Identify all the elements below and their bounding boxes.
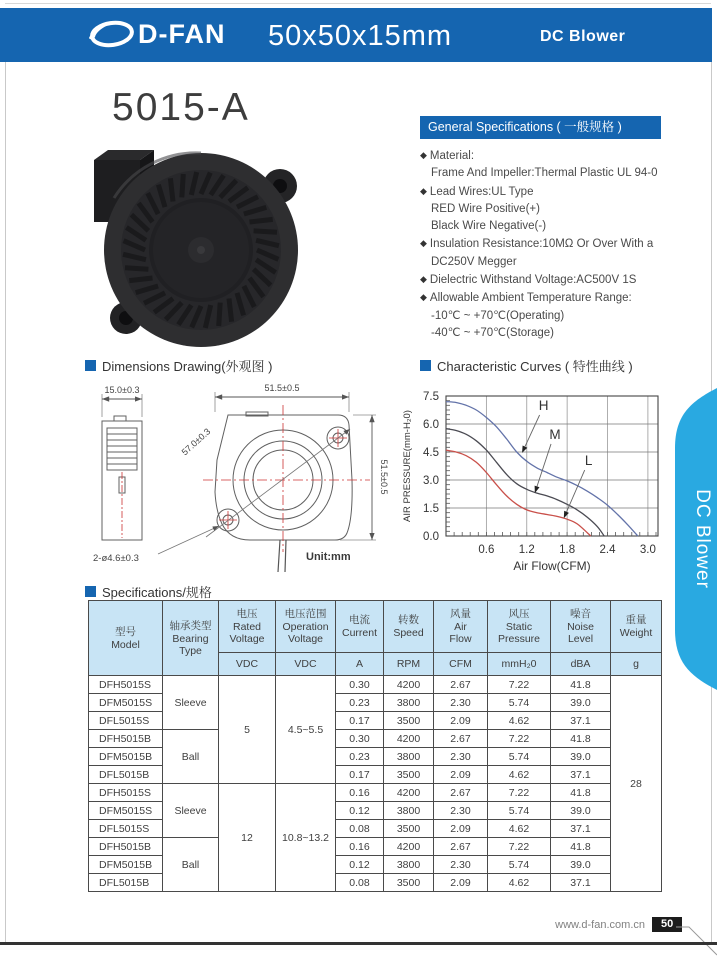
svg-text:2.4: 2.4 — [599, 544, 616, 556]
fan-photo — [84, 138, 312, 355]
column-header: 重量 Weight — [611, 601, 662, 653]
spec-item: ◆ Insulation Resistance:10MΩ Or Over With a — [420, 238, 654, 251]
cell-model: DFL5015B — [89, 874, 163, 892]
svg-text:1.2: 1.2 — [518, 544, 535, 556]
cell-static-pressure: 7.22 — [488, 730, 551, 748]
table-row — [89, 676, 662, 694]
side-tab — [670, 388, 717, 690]
column-header: 轴承类型 Bearing Type — [163, 601, 219, 676]
cell-noise: 37.1 — [551, 874, 611, 892]
size-title: 50x50x15mm — [267, 20, 453, 52]
dim-label-width: 51.5±0.5 — [264, 383, 300, 393]
cell-static-pressure: 7.22 — [488, 676, 551, 694]
cell-bearing: Sleeve — [163, 676, 219, 730]
column-header: 型号 Model — [89, 601, 163, 676]
section-title-curves-label: Characteristic Curves ( 特性曲线 ) — [437, 359, 633, 374]
spec-item: ◆ Lead Wires:UL Type — [420, 185, 534, 198]
spec-item: RED Wire Positive(+) — [431, 202, 540, 215]
unit-header: A — [336, 653, 384, 676]
cell-speed: 4200 — [384, 838, 434, 856]
svg-text:M: M — [549, 426, 561, 442]
lead-wires — [278, 540, 286, 572]
column-header: 电流 Current — [336, 601, 384, 653]
page-frame-top — [5, 3, 711, 4]
cell-model: DFM5015S — [89, 802, 163, 820]
cell-current: 0.16 — [336, 838, 384, 856]
unit-header: VDC — [276, 653, 336, 676]
unit-header: CFM — [434, 653, 488, 676]
cell-bearing: Ball — [163, 838, 219, 892]
cell-speed: 3800 — [384, 802, 434, 820]
cell-static-pressure: 4.62 — [488, 820, 551, 838]
cell-rated-voltage: 12 — [219, 784, 276, 892]
unit-header: dBA — [551, 653, 611, 676]
cell-noise: 41.8 — [551, 730, 611, 748]
svg-text:3.0: 3.0 — [639, 544, 656, 556]
brand-logo — [86, 17, 226, 51]
page-header — [0, 8, 712, 62]
cell-airflow: 2.67 — [434, 838, 488, 856]
diamond-bullet-icon: ◆ — [420, 150, 427, 160]
spec-item: DC250V Megger — [431, 255, 517, 268]
dimensions-drawing — [78, 380, 398, 585]
section-title-specifications-label: Specifications/规格 — [102, 585, 212, 600]
cell-current: 0.08 — [336, 820, 384, 838]
blue-square-icon — [85, 586, 96, 597]
cell-airflow: 2.30 — [434, 748, 488, 766]
cell-static-pressure: 7.22 — [488, 838, 551, 856]
cell-airflow: 2.67 — [434, 784, 488, 802]
column-header: 电压范围 Operation Voltage — [276, 601, 336, 653]
cell-noise: 39.0 — [551, 748, 611, 766]
svg-text:Air Flow(CFM): Air Flow(CFM) — [513, 559, 591, 573]
cell-bearing: Sleeve — [163, 784, 219, 838]
svg-text:4.5: 4.5 — [423, 447, 439, 459]
cell-model: DFH5015S — [89, 784, 163, 802]
cell-noise: 37.1 — [551, 712, 611, 730]
cell-weight: 28 — [611, 676, 662, 892]
cell-operation-voltage: 10.8~13.2 — [276, 784, 336, 892]
spec-item: ◆ Material: — [420, 150, 475, 162]
dfan-logo-icon — [86, 17, 134, 51]
diamond-bullet-icon: ◆ — [420, 238, 427, 249]
cell-speed: 4200 — [384, 730, 434, 748]
cell-static-pressure: 5.74 — [488, 748, 551, 766]
dim-label-height: 51.5±0.5 — [379, 459, 389, 495]
diamond-bullet-icon: ◆ — [420, 292, 427, 303]
cell-noise: 39.0 — [551, 694, 611, 712]
spec-item: Frame And Impeller:Thermal Plastic UL 94-0 — [431, 167, 658, 180]
cell-noise: 39.0 — [551, 856, 611, 874]
corner-decoration-line — [676, 918, 717, 958]
table-row — [89, 838, 662, 856]
svg-text:6.0: 6.0 — [423, 419, 439, 431]
column-header: 电压 Rated Voltage — [219, 601, 276, 653]
dim-label-holes: 2-ø4.6±0.3 — [93, 553, 139, 564]
cell-static-pressure: 4.62 — [488, 712, 551, 730]
blue-square-icon — [85, 360, 96, 371]
cell-current: 0.17 — [336, 766, 384, 784]
cell-model: DFM5015B — [89, 856, 163, 874]
column-header: 风压 Static Pressure — [488, 601, 551, 653]
cell-current: 0.16 — [336, 784, 384, 802]
spec-item: -40℃ ~ +70℃(Storage) — [431, 326, 555, 339]
cell-current: 0.30 — [336, 730, 384, 748]
brand-name: D-FAN — [138, 18, 226, 49]
cell-airflow: 2.09 — [434, 820, 488, 838]
cell-current: 0.17 — [336, 712, 384, 730]
spec-item: -10℃ ~ +70℃(Operating) — [431, 309, 565, 322]
column-header: 噪音 Noise Level — [551, 601, 611, 653]
cell-bearing: Ball — [163, 730, 219, 784]
cell-speed: 3500 — [384, 820, 434, 838]
svg-text:0.0: 0.0 — [423, 531, 439, 543]
svg-text:L: L — [584, 453, 593, 469]
cell-model: DFL5015S — [89, 820, 163, 838]
unit-header: RPM — [384, 653, 434, 676]
cell-current: 0.23 — [336, 694, 384, 712]
svg-text:0.6: 0.6 — [478, 544, 495, 556]
cell-model: DFM5015B — [89, 748, 163, 766]
general-specs-list — [420, 147, 700, 342]
cell-static-pressure: 4.62 — [488, 874, 551, 892]
side-dim-ext — [102, 394, 142, 417]
cell-speed: 4200 — [384, 676, 434, 694]
cell-airflow: 2.09 — [434, 874, 488, 892]
general-specs-header: General Specifications ( 一般规格 ) — [420, 116, 661, 139]
cell-noise: 39.0 — [551, 802, 611, 820]
specifications-table — [88, 600, 662, 892]
svg-text:1.5: 1.5 — [423, 503, 439, 515]
cell-model: DFH5015B — [89, 730, 163, 748]
cell-speed: 3500 — [384, 874, 434, 892]
cell-airflow: 2.30 — [434, 802, 488, 820]
cell-noise: 41.8 — [551, 676, 611, 694]
table-row — [89, 730, 662, 748]
product-type-label: DC Blower — [540, 28, 626, 45]
cell-model: DFL5015S — [89, 712, 163, 730]
website-link[interactable]: www.d-fan.com.cn — [555, 919, 645, 931]
cell-noise: 37.1 — [551, 820, 611, 838]
svg-text:3.0: 3.0 — [423, 475, 439, 487]
page-number-badge: 50 — [652, 917, 682, 932]
svg-text:H: H — [538, 398, 549, 413]
spec-item: ◆ Allowable Ambient Temperature Range: — [420, 292, 632, 305]
cell-model: DFH5015S — [89, 676, 163, 694]
dim-label-depth: 15.0±0.3 — [104, 385, 140, 395]
column-header: 转数 Speed — [384, 601, 434, 653]
dim-unit-label: Unit:mm — [306, 551, 351, 563]
dim-label-diagonal: 57.0±0.3 — [179, 426, 213, 458]
cell-speed: 3800 — [384, 748, 434, 766]
cell-speed: 3500 — [384, 766, 434, 784]
diagonal-dim-line — [206, 429, 350, 537]
diamond-bullet-icon: ◆ — [420, 274, 427, 285]
holes-leader-line — [158, 526, 219, 554]
front-view — [215, 412, 352, 540]
cell-static-pressure: 5.74 — [488, 856, 551, 874]
svg-text:1.8: 1.8 — [559, 544, 576, 556]
cell-current: 0.12 — [336, 802, 384, 820]
cell-model: DFH5015B — [89, 838, 163, 856]
section-title-curves — [420, 356, 633, 375]
cell-model: DFL5015B — [89, 766, 163, 784]
cell-noise: 41.8 — [551, 784, 611, 802]
bottom-rule — [0, 942, 717, 945]
cell-speed: 4200 — [384, 784, 434, 802]
cell-current: 0.30 — [336, 676, 384, 694]
blower-fan-image — [84, 138, 312, 350]
svg-text:AIR PRESSURE(mm-H₂0): AIR PRESSURE(mm-H₂0) — [402, 410, 413, 522]
cell-speed: 3800 — [384, 694, 434, 712]
cell-static-pressure: 5.74 — [488, 694, 551, 712]
unit-header: mmH₂0 — [488, 653, 551, 676]
cell-airflow: 2.09 — [434, 766, 488, 784]
cell-rated-voltage: 5 — [219, 676, 276, 784]
cell-current: 0.23 — [336, 748, 384, 766]
cell-speed: 3800 — [384, 856, 434, 874]
cell-speed: 3500 — [384, 712, 434, 730]
cell-current: 0.12 — [336, 856, 384, 874]
section-title-dimensions-label: Dimensions Drawing(外观图 ) — [102, 359, 273, 374]
model-title: 5015-A — [112, 86, 250, 129]
cell-airflow: 2.30 — [434, 856, 488, 874]
section-title-dimensions — [85, 356, 272, 375]
unit-header: g — [611, 653, 662, 676]
cell-airflow: 2.30 — [434, 694, 488, 712]
column-header: 风量 Air Flow — [434, 601, 488, 653]
svg-text:7.5: 7.5 — [423, 391, 439, 403]
cell-static-pressure: 5.74 — [488, 802, 551, 820]
cell-operation-voltage: 4.5~5.5 — [276, 676, 336, 784]
spec-item: Black Wire Negative(-) — [431, 220, 547, 233]
side-tab-label: DC Blower — [692, 489, 713, 589]
cell-noise: 37.1 — [551, 766, 611, 784]
blue-square-icon — [420, 360, 431, 371]
cell-noise: 41.8 — [551, 838, 611, 856]
section-title-specifications — [85, 582, 212, 601]
cell-airflow: 2.09 — [434, 712, 488, 730]
cell-current: 0.08 — [336, 874, 384, 892]
cell-airflow: 2.67 — [434, 676, 488, 694]
cell-airflow: 2.67 — [434, 730, 488, 748]
unit-header: VDC — [219, 653, 276, 676]
cell-static-pressure: 7.22 — [488, 784, 551, 802]
table-row — [89, 784, 662, 802]
page-frame-left — [5, 8, 6, 943]
diamond-bullet-icon: ◆ — [420, 185, 427, 196]
spec-item: ◆ Dielectric Withstand Voltage:AC500V 1S — [420, 274, 637, 287]
cell-static-pressure: 4.62 — [488, 766, 551, 784]
cell-model: DFM5015S — [89, 694, 163, 712]
characteristic-curves-chart — [396, 384, 670, 579]
